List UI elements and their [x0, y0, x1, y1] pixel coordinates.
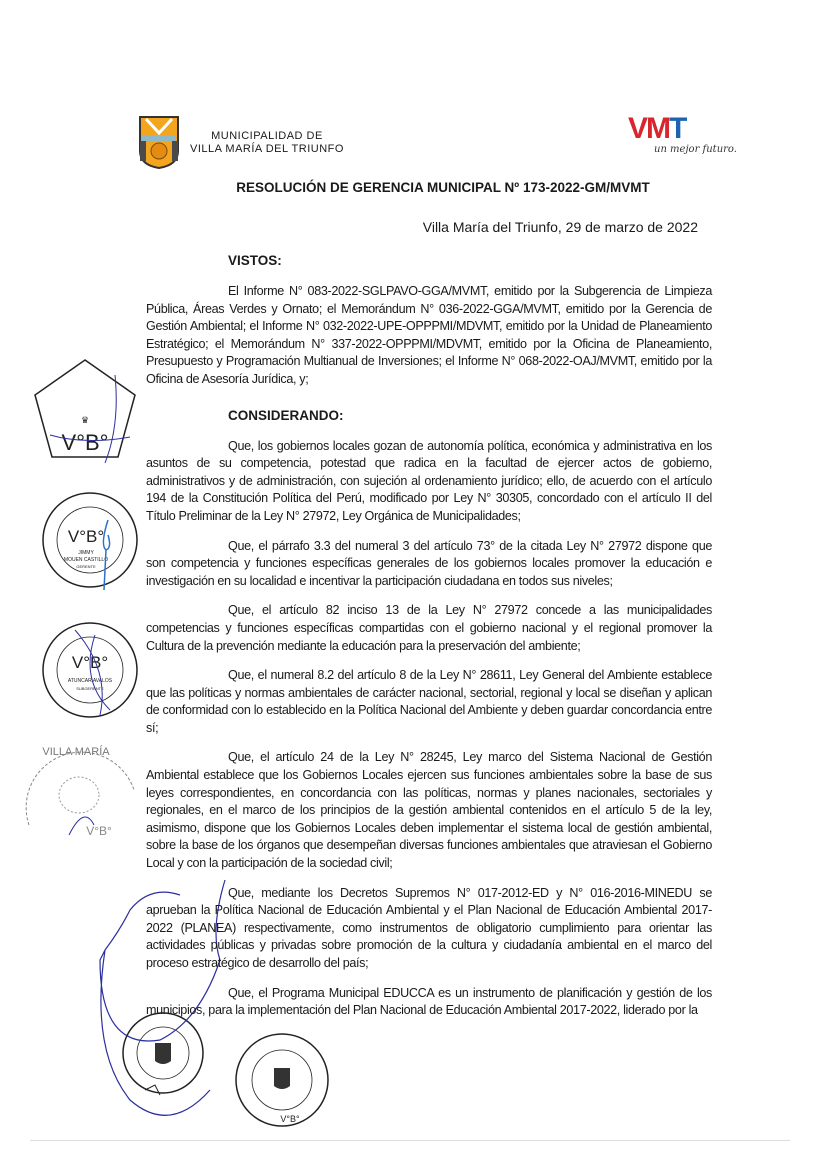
considerando-paragraph — [146, 438, 712, 526]
considerando-paragraph — [146, 667, 712, 737]
considerando-paragraph — [146, 885, 712, 973]
vistos-heading: VISTOS: — [228, 253, 282, 268]
page-bottom-divider — [30, 1140, 790, 1141]
stamp-gerencia-gestion-ambiental — [40, 490, 140, 590]
paragraph-text: Que, el párrafo 3.3 del numeral 3 del artículo 73° de la citada Ley N° 27972 dispone que son competencia y funciones específicas generales de los gobiernos locales promover la educación e investigación en su localidad e incentivar la participación ciudadana en todos sus niveles; — [146, 538, 712, 588]
document-date: Villa María del Triunfo, 29 de marzo de 2022 — [422, 219, 698, 235]
stamp-gerencia-municipal — [30, 355, 140, 465]
svg-text:V°B°: V°B° — [86, 824, 112, 838]
vmt-brand-logo: VMT un mejor futuro. — [628, 112, 737, 155]
considerando-paragraph — [146, 602, 712, 655]
paragraph-text: Que, mediante los Decretos Supremos N° 017-2012-ED y N° 016-2016-MINEDU se aprueban la Política Nacional de Educación Ambiental y el Plan Nacional de Educación Ambiental 2017-2022 (PLANEA) respectivamente, como instrumentos de obligatorio cumplimiento para orientar las actividades públicas y privadas sobre promoción de la cultura y ciudadanía ambiental en el marco del proceso estratégico de desarrollo del país; — [146, 885, 712, 970]
svg-text:V°B°: V°B° — [71, 653, 109, 672]
svg-text:VILLA MARÍA: VILLA MARÍA — [42, 746, 110, 758]
municipal-crest — [138, 115, 180, 169]
paragraph-text: Que, los gobiernos locales gozan de autonomía política, económica y administrativa en los asuntos de su competencia, potestad que radica en la facultad de ejercer actos de gobierno, administrativos y de administración, con sujeción al ordenamiento jurídico; ello, de acuerdo con el artículo 194 de la Constitución Política del Perú, modificado por Ley N° 30305, concordado con el artículo II del Título Preliminar de la Ley N° 27972, Ley Orgánica de Municipalidades; — [146, 438, 712, 523]
considerando-heading: CONSIDERANDO: — [228, 407, 344, 423]
considerando-paragraph — [146, 749, 712, 872]
document-body — [146, 252, 712, 1032]
svg-text:V°B°: V°B° — [280, 1114, 300, 1124]
svg-text:MOUEN CASTILLO: MOUEN CASTILLO — [63, 557, 109, 563]
svg-text:V°B°: V°B° — [67, 527, 105, 546]
paragraph-text: Que, el artículo 82 inciso 13 de la Ley N° 27972 concede a las municipalidades competencias y funciones específicas compartidas con el gobierno nacional y el regional promover la Cultura de la prevención mediante la educación para la preservación del ambiente; — [146, 603, 712, 653]
svg-text:GERENTE: GERENTE — [76, 564, 96, 569]
stamp-subgerencia-limpieza — [40, 620, 140, 720]
municipality-name — [190, 130, 344, 156]
stamp-planeamiento-estrategico — [14, 730, 142, 840]
paragraph-text: Que, el artículo 24 de la Ley N° 28245, Ley marco del Sistema Nacional de Gestión Ambiental establece que los Gobiernos Locales ejercen sus funciones ambientales sobre la base de sus leyes correspondientes, en concordancia con las políticas, normas y planes nacionales, sectoriales y regionales, en el marco de los principios de la gestión ambiental contenidos en el artículo 5 de la ley, asimismo, dispone que los Gobiernos Locales deben implementar el sistema local de gestión ambiental, sobre la base de los órganos que desempeñan diversas funciones ambientales que atraviesan el Gobierno Local y con la participación de la sociedad civil; — [146, 750, 712, 871]
vistos-paragraph — [146, 283, 712, 389]
vistos-text: El Informe N° 083-2022-SGLPAVO-GGA/MVMT, emitido por la Subgerencia de Limpieza Pública, Áreas Verdes y Ornato; el Memorándum N° 036-2022-GGA/MVMT, emitido por la Gerencia de Gestión Ambiental; el Informe N° 032-2022-UPE-OPPPMI/MDVMT, emitido por la Unidad de Planeamiento Estratégico; el Memorándum N° 337-2022-OPPPMI/MDVMT, emitido por la Oficina de Planeamiento, Presupuesto y Programación Multianual de Inversiones; el Informe N° 068-2022-OAJ/MVMT, emitido por la Oficina de Asesoría Jurídica, y; — [146, 284, 712, 386]
brand-tagline: un mejor futuro. — [654, 144, 737, 155]
svg-text:ATUNCAR AVALOS: ATUNCAR AVALOS — [67, 678, 113, 684]
paragraph-text: Que, el numeral 8.2 del artículo 8 de la Ley N° 28611, Ley General del Ambiente establece que las políticas y normas ambientales de carácter nacional, sectorial, regional y local se diseñan y aplican de conformidad con lo establecido en la Política Nacional del Ambiente y deben guardar concordancia entre sí; — [146, 668, 712, 735]
svg-text:SUBGERENTE: SUBGERENTE — [76, 686, 104, 691]
considerando-paragraph — [146, 538, 712, 591]
paragraph-text: Que, el Programa Municipal EDUCCA es un instrumento de planificación y gestión de los municipios, para la implementación del Plan Nacional de Educación Ambiental 2017-2022, liderado por la — [146, 985, 712, 1018]
svg-text:♛: ♛ — [80, 415, 90, 425]
svg-text:V°B°: V°B° — [61, 430, 109, 455]
document-title: RESOLUCIÓN DE GERENCIA MUNICIPAL Nº 173-2022-GM/MVMT — [236, 180, 650, 195]
svg-text:JIMMY: JIMMY — [78, 550, 94, 556]
municipality-line1: MUNICIPALIDAD DE — [211, 130, 323, 142]
considerando-paragraph — [146, 985, 712, 1020]
municipality-line2: VILLA MARÍA DEL TRIUNFO — [190, 143, 344, 155]
